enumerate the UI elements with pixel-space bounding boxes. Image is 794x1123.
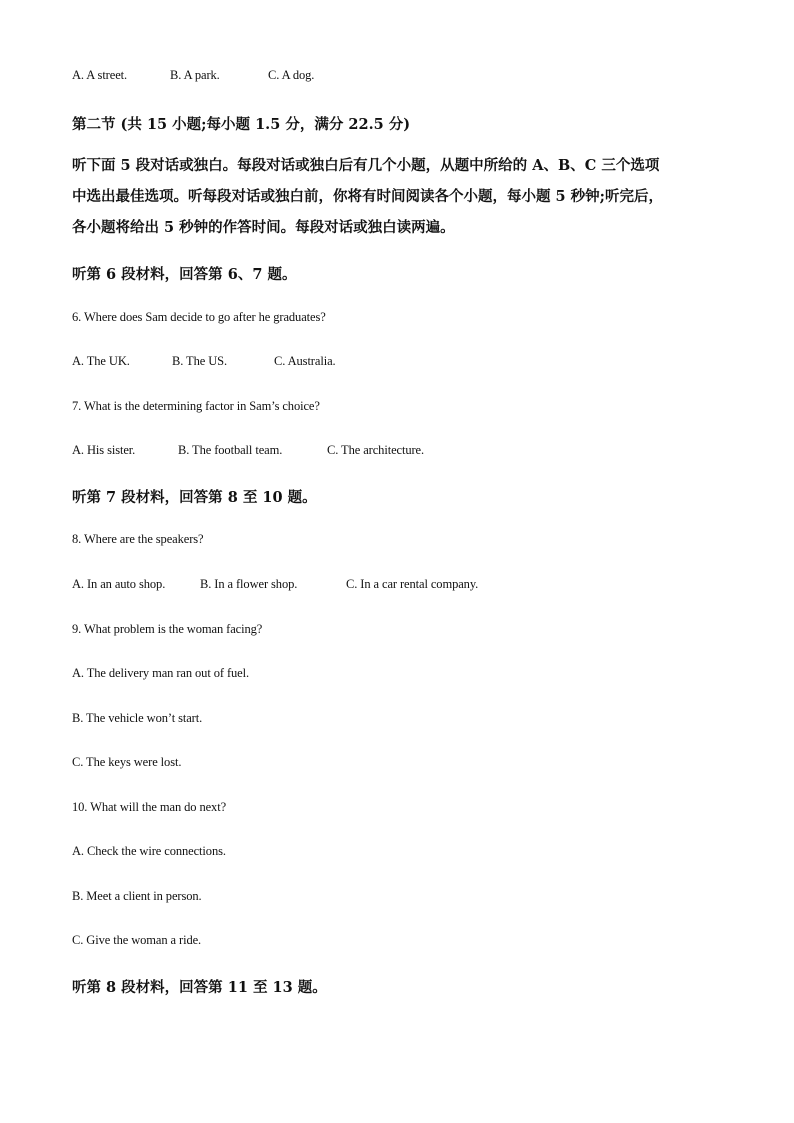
q10-option-b: B. Meet a client in person. bbox=[72, 889, 202, 903]
q6-text: 6. Where does Sam decide to go after he graduates? bbox=[72, 310, 326, 324]
q10-option-c: C. Give the woman a ride. bbox=[72, 933, 202, 947]
instructions-line-1: 听下面 5 段对话或独白。每段对话或独白后有几个小题，从题中所给的 A、B、C 三个选项 bbox=[72, 157, 660, 174]
q7-option-a: A. His sister. bbox=[72, 443, 136, 457]
q7-options bbox=[72, 443, 424, 458]
q6-options bbox=[72, 354, 336, 369]
q7-option-c: C. The architecture. bbox=[327, 443, 425, 457]
q9-option-c: C. The keys were lost. bbox=[72, 755, 182, 769]
q7-option-b: B. The football team. bbox=[178, 443, 283, 457]
q5-option-b: B. A park. bbox=[170, 68, 220, 82]
q10-option-a: A. Check the wire connections. bbox=[72, 844, 226, 858]
q8-options bbox=[72, 577, 478, 592]
q5-option-a: A. A street. bbox=[72, 68, 128, 82]
q7-text: 7. What is the determining factor in Sam’s choice? bbox=[72, 399, 320, 413]
q6-option-a: A. The UK. bbox=[72, 354, 130, 368]
material8-heading: 听第 8 段材料，回答第 11 至 13 题。 bbox=[72, 979, 327, 996]
q5-option-c: C. A dog. bbox=[268, 68, 315, 82]
material6-heading: 听第 6 段材料，回答第 6、7 题。 bbox=[72, 266, 297, 283]
q8-option-b: B. In a flower shop. bbox=[200, 577, 298, 591]
q9-option-b: B. The vehicle won’t start. bbox=[72, 711, 203, 725]
q9-option-a: A. The delivery man ran out of fuel. bbox=[72, 666, 250, 680]
q5-options bbox=[72, 68, 314, 83]
instructions-line-3: 各小题将给出 5 秒钟的作答时间。每段对话或独白读两遍。 bbox=[72, 219, 455, 236]
q10-text: 10. What will the man do next? bbox=[72, 800, 227, 814]
q8-option-c: C. In a car rental company. bbox=[346, 577, 479, 591]
material7-heading: 听第 7 段材料，回答第 8 至 10 题。 bbox=[72, 489, 317, 506]
q8-option-a: A. In an auto shop. bbox=[72, 577, 166, 591]
q9-text: 9. What problem is the woman facing? bbox=[72, 622, 263, 636]
q6-option-c: C. Australia. bbox=[274, 354, 336, 368]
instructions-line-2: 中选出最佳选项。听每段对话或独白前，你将有时间阅读各个小题，每小题 5 秒钟;听完后， bbox=[72, 188, 664, 205]
q8-text: 8. Where are the speakers? bbox=[72, 532, 204, 546]
section2-heading: 第二节 (共 15 小题;每小题 1.5 分，满分 22.5 分) bbox=[72, 116, 411, 133]
section2-instructions bbox=[72, 150, 722, 243]
q6-option-b: B. The US. bbox=[172, 354, 228, 368]
